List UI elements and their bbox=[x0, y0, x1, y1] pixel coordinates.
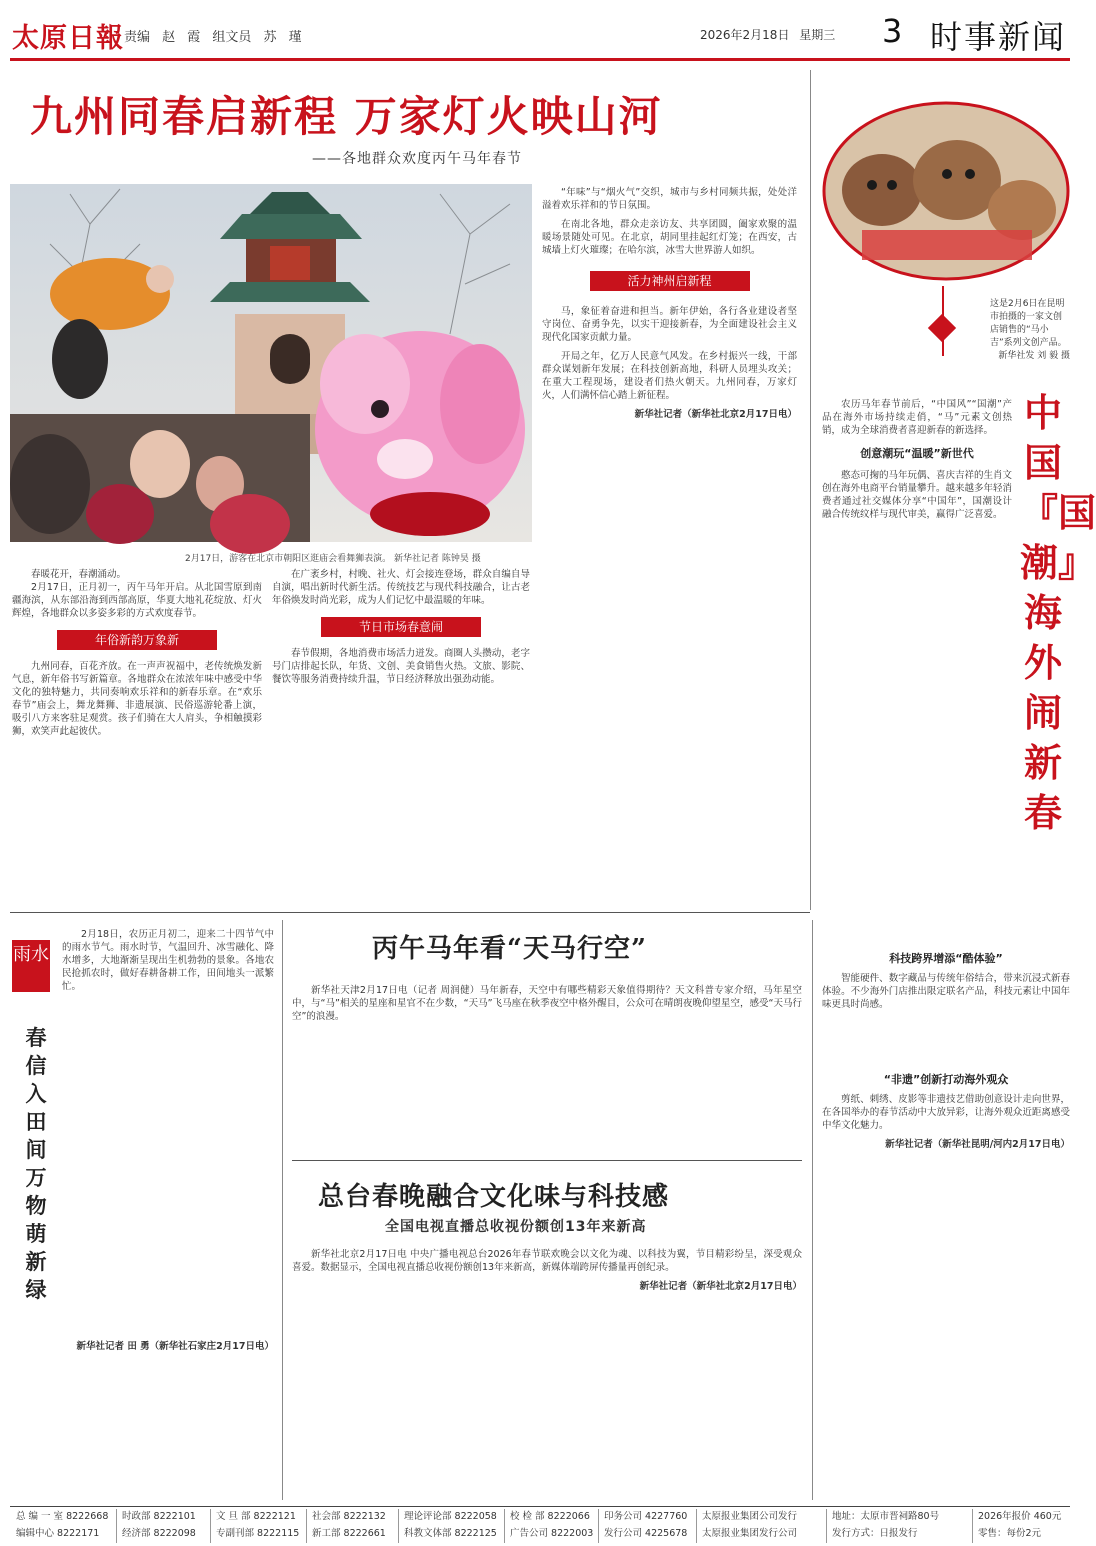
footer-separator bbox=[826, 1509, 827, 1543]
footer-separator bbox=[972, 1509, 973, 1543]
page-number: 3 bbox=[882, 12, 903, 50]
tianma-headline: 丙午马年看“天马行空” bbox=[372, 934, 647, 964]
footer-cell: 零售：每份2元 bbox=[978, 1528, 1042, 1539]
footer-separator bbox=[696, 1509, 697, 1543]
footer-cell: 校 检 部 8222066 bbox=[510, 1511, 590, 1522]
footer-cell: 广告公司 8222003 bbox=[510, 1528, 594, 1539]
lead-col4-body: 开局之年，亿万人民意气风发。在乡村振兴一线，干部群众谋划新年发展；在科技创新高地，科研人员埋头攻关；在重大工程现场，建设者们热火朝天。九州同春，万家灯火，人们满怀信心踏上新征程。 bbox=[542, 351, 797, 401]
lead-column-1 bbox=[12, 568, 262, 898]
footer-separator bbox=[116, 1509, 117, 1543]
lead-col1-body: 九州同春，百花齐放。在一声声祝福中，老传统焕发新气息，新年俗书写新篇章。各地群众在浓浓年味中感受中华文化的独特魅力，共同奏响欢乐祥和的新春乐章。在“欢乐春节”庙会上，舞龙舞狮、非遗展演、民俗巡游轮番上演，吸引八方来客驻足观赏。孩子们骑在大人肩头，争相触摸彩狮，欢笑声此起彼伏。 bbox=[12, 661, 262, 737]
rain-water-byline: 新华社记者 田 勇（新华社石家庄2月17日电） bbox=[76, 1341, 274, 1352]
right-caption-text: 这是2月6日在昆明市拍摄的一家文创店销售的“马小吉”系列文创产品。 bbox=[990, 299, 1067, 348]
footer-cell: 太原报业集团发行公司 bbox=[702, 1528, 798, 1539]
guochao-column-1 bbox=[822, 398, 1012, 918]
footer-separator bbox=[398, 1509, 399, 1543]
guochao-intro: 农历马年春节前后，“中国风”“国潮”产品在海外市场持续走俏，“马”元素文创热销，成为全球消费者喜迎新春的新选择。 bbox=[822, 399, 1012, 436]
column-divider-3 bbox=[812, 920, 813, 1500]
lead-column-2 bbox=[272, 568, 530, 898]
section-divider bbox=[10, 912, 810, 913]
guochao-vertical-title: 中国『国潮』海外闹新春 bbox=[1020, 390, 1096, 835]
footer-cell: 太原报业集团公司发行 bbox=[702, 1511, 798, 1522]
footer-separator bbox=[306, 1509, 307, 1543]
column-divider-2 bbox=[282, 920, 283, 1500]
lead-col3-body: 在南北各地，群众走亲访友、共享团圆，阖家欢聚的温暖场景随处可见。在北京，胡同里挂起红灯笼；在西安，古城墙上灯火璀璨；在哈尔滨，冰雪大世界游人如织。 bbox=[542, 219, 797, 256]
issue-date: 2026年2月18日 星期三 bbox=[700, 28, 836, 42]
footer-cell: 时政部 8222101 bbox=[122, 1511, 196, 1522]
footer-cell: 专副刊部 8222115 bbox=[216, 1528, 300, 1539]
horse-plush-photo bbox=[822, 100, 1070, 282]
footer-separator bbox=[210, 1509, 211, 1543]
lead-column-3 bbox=[542, 186, 797, 898]
guochao-body2: 智能硬件、数字藏品与传统年俗结合，带来沉浸式新春体验。不少海外门店推出限定联名产品，科技元素让中国年味更具时尚感。 bbox=[822, 973, 1070, 1010]
footer-cell: 新工部 8222661 bbox=[312, 1528, 386, 1539]
lead-col3-body2: 马，象征着奋进和担当。新年伊始，各行各业建设者坚守岗位、奋勇争先，以实干迎接新春，为全面建设社会主义现代化国家贡献力量。 bbox=[542, 306, 797, 343]
guochao-sub3: “非遗”创新打动海外观众 bbox=[883, 1073, 1009, 1086]
subhead-festival-market: 节日市场春意闹 bbox=[321, 617, 481, 637]
right-photo-credit: 新华社发 刘 毅 摄 bbox=[998, 351, 1070, 361]
right-photo-caption bbox=[990, 298, 1070, 363]
subhead-year-customs: 年俗新韵万象新 bbox=[57, 630, 217, 650]
newspaper-logo: 太原日報 bbox=[12, 23, 124, 54]
gala-subhead: 全国电视直播总收视份额创13年来新高 bbox=[385, 1219, 647, 1235]
footer-cell: 文 旦 部 8222121 bbox=[216, 1511, 296, 1522]
temple-lion-dance-photo bbox=[10, 184, 532, 542]
footer-cell: 社会部 8222132 bbox=[312, 1511, 386, 1522]
footer-separator bbox=[598, 1509, 599, 1543]
footer-cell: 经济部 8222098 bbox=[122, 1528, 196, 1539]
lead-col1-top: 春暖花开，春潮涌动。 bbox=[31, 569, 127, 580]
guochao-body1: 憨态可掬的马年玩偶、喜庆吉祥的生肖文创在海外电商平台销量攀升。越来越多年轻消费者通过社交媒体分享“中国年”，国潮设计融合传统纹样与现代审美，赢得广泛喜爱。 bbox=[822, 470, 1013, 520]
lead-col3-top: “年味”与“烟火气”交织，城市与乡村同频共振，处处洋溢着欢乐祥和的节日氛围。 bbox=[542, 187, 797, 211]
guochao-body3: 剪纸、刺绣、皮影等非遗技艺借助创意设计走向世界，在各国举办的春节活动中大放异彩，让海外观众近距离感受中华文化魅力。 bbox=[822, 1094, 1070, 1131]
rain-water-title: 春信入田间 万物萌新绿 bbox=[25, 1025, 47, 1302]
footer-directory bbox=[10, 1506, 1070, 1544]
guochao-byline: 新华社记者（新华社昆明/河内2月17日电） bbox=[885, 1139, 1070, 1150]
footer-cell: 地址：太原市晋祠路80号 bbox=[832, 1511, 940, 1522]
lead-byline: 新华社记者（新华社北京2月17日电） bbox=[634, 409, 797, 420]
gala-article bbox=[292, 1248, 802, 1498]
guochao-column-2 bbox=[822, 946, 1070, 1502]
footer-cell: 发行公司 4225678 bbox=[604, 1528, 688, 1539]
footer-cell: 理论评论部 8222058 bbox=[404, 1511, 497, 1522]
guochao-sub1: 创意潮玩“温暖”新世代 bbox=[860, 447, 974, 460]
masthead bbox=[0, 0, 1080, 66]
footer-cell: 2026年报价 460元 bbox=[978, 1511, 1062, 1522]
footer-cell: 总 编 一 室 8222668 bbox=[16, 1511, 109, 1522]
rain-water-badge: 雨水 bbox=[12, 940, 50, 992]
subhead-vitality: 活力神州启新程 bbox=[590, 271, 750, 291]
tianma-article bbox=[292, 984, 802, 1150]
footer-cell: 发行方式：日报发行 bbox=[832, 1528, 918, 1539]
lead-subhead: ——各地群众欢度丙午马年春节 bbox=[312, 151, 522, 167]
lead-headline: 九州同春启新程 万家灯火映山河 bbox=[30, 92, 663, 141]
footer-cell: 科教文体部 8222125 bbox=[404, 1528, 497, 1539]
rain-water-bottom bbox=[12, 1340, 274, 1490]
lead-col2-body2: 春节假期，各地消费市场活力迸发。商圈人头攒动，老字号门店排起长队，年货、文创、美食销售火热。文旅、影院、餐饮等服务消费持续升温，节日经济释放出强劲动能。 bbox=[272, 648, 530, 685]
section-divider-2 bbox=[292, 1160, 802, 1161]
column-divider bbox=[810, 70, 811, 910]
footer-separator bbox=[504, 1509, 505, 1543]
masthead-rule bbox=[10, 58, 1070, 61]
footer-cell: 印务公司 4227760 bbox=[604, 1511, 688, 1522]
section-title: 时事新闻 bbox=[930, 18, 1067, 56]
lead-col2-body: 在广袤乡村，村晚、社火、灯会接连登场，群众自编自导自演，唱出新时代新生活。传统技艺与现代科技融合，让古老年俗焕发时尚光彩，成为人们记忆中最温暖的年味。 bbox=[272, 569, 530, 606]
lead-photo-caption: 2月17日，游客在北京市朝阳区逛庙会看舞狮表演。 新华社记者 陈钟昊 摄 bbox=[185, 554, 481, 564]
tianma-body: 新华社天津2月17日电（记者 周润健）马年新春，天空中有哪些精彩天象值得期待？天文科普专家介绍，马年星空中，与“马”相关的星座和星官不在少数，“天马”飞马座在秋季夜空中格外醒目，公众可在晴朗夜晚仰望星空，感受“天马行空”的浪漫。 bbox=[292, 985, 802, 1022]
gala-byline: 新华社记者（新华社北京2月17日电） bbox=[639, 1281, 802, 1292]
lead-col1-para: 2月17日，正月初一，丙午马年开启。从北国雪原到南疆海滨，从东部沿海到西部高原，华夏大地礼花绽放、灯火辉煌，各地群众以多姿多彩的方式欢度春节。 bbox=[12, 582, 262, 619]
rain-water-body: 2月18日，农历正月初二，迎来二十四节气中的雨水节气。雨水时节，气温回升、冰雪融化、降水增多，大地渐渐呈现出生机勃勃的景象。各地农民抢抓农时，做好春耕备耕工作，田间地头一派繁忙。 bbox=[62, 929, 274, 992]
footer-cell: 编辑中心 8222171 bbox=[16, 1528, 100, 1539]
cultural-products-photo bbox=[822, 100, 1070, 282]
editor-credits: 责编 赵 霞 组文员 苏 瑾 bbox=[124, 30, 302, 45]
guochao-sub2: 科技跨界增添“酷体验” bbox=[889, 952, 1003, 965]
gala-headline: 总台春晚融合文化味与科技感 bbox=[318, 1182, 670, 1212]
lead-photo bbox=[10, 184, 532, 542]
gala-body: 新华社北京2月17日电 中央广播电视总台2026年春节联欢晚会以文化为魂、以科技为翼，节目精彩纷呈，深受观众喜爱。数据显示，全国电视直播总收视份额创13年来新高，新媒体端跨屏传播量再创纪录。 bbox=[292, 1249, 802, 1273]
